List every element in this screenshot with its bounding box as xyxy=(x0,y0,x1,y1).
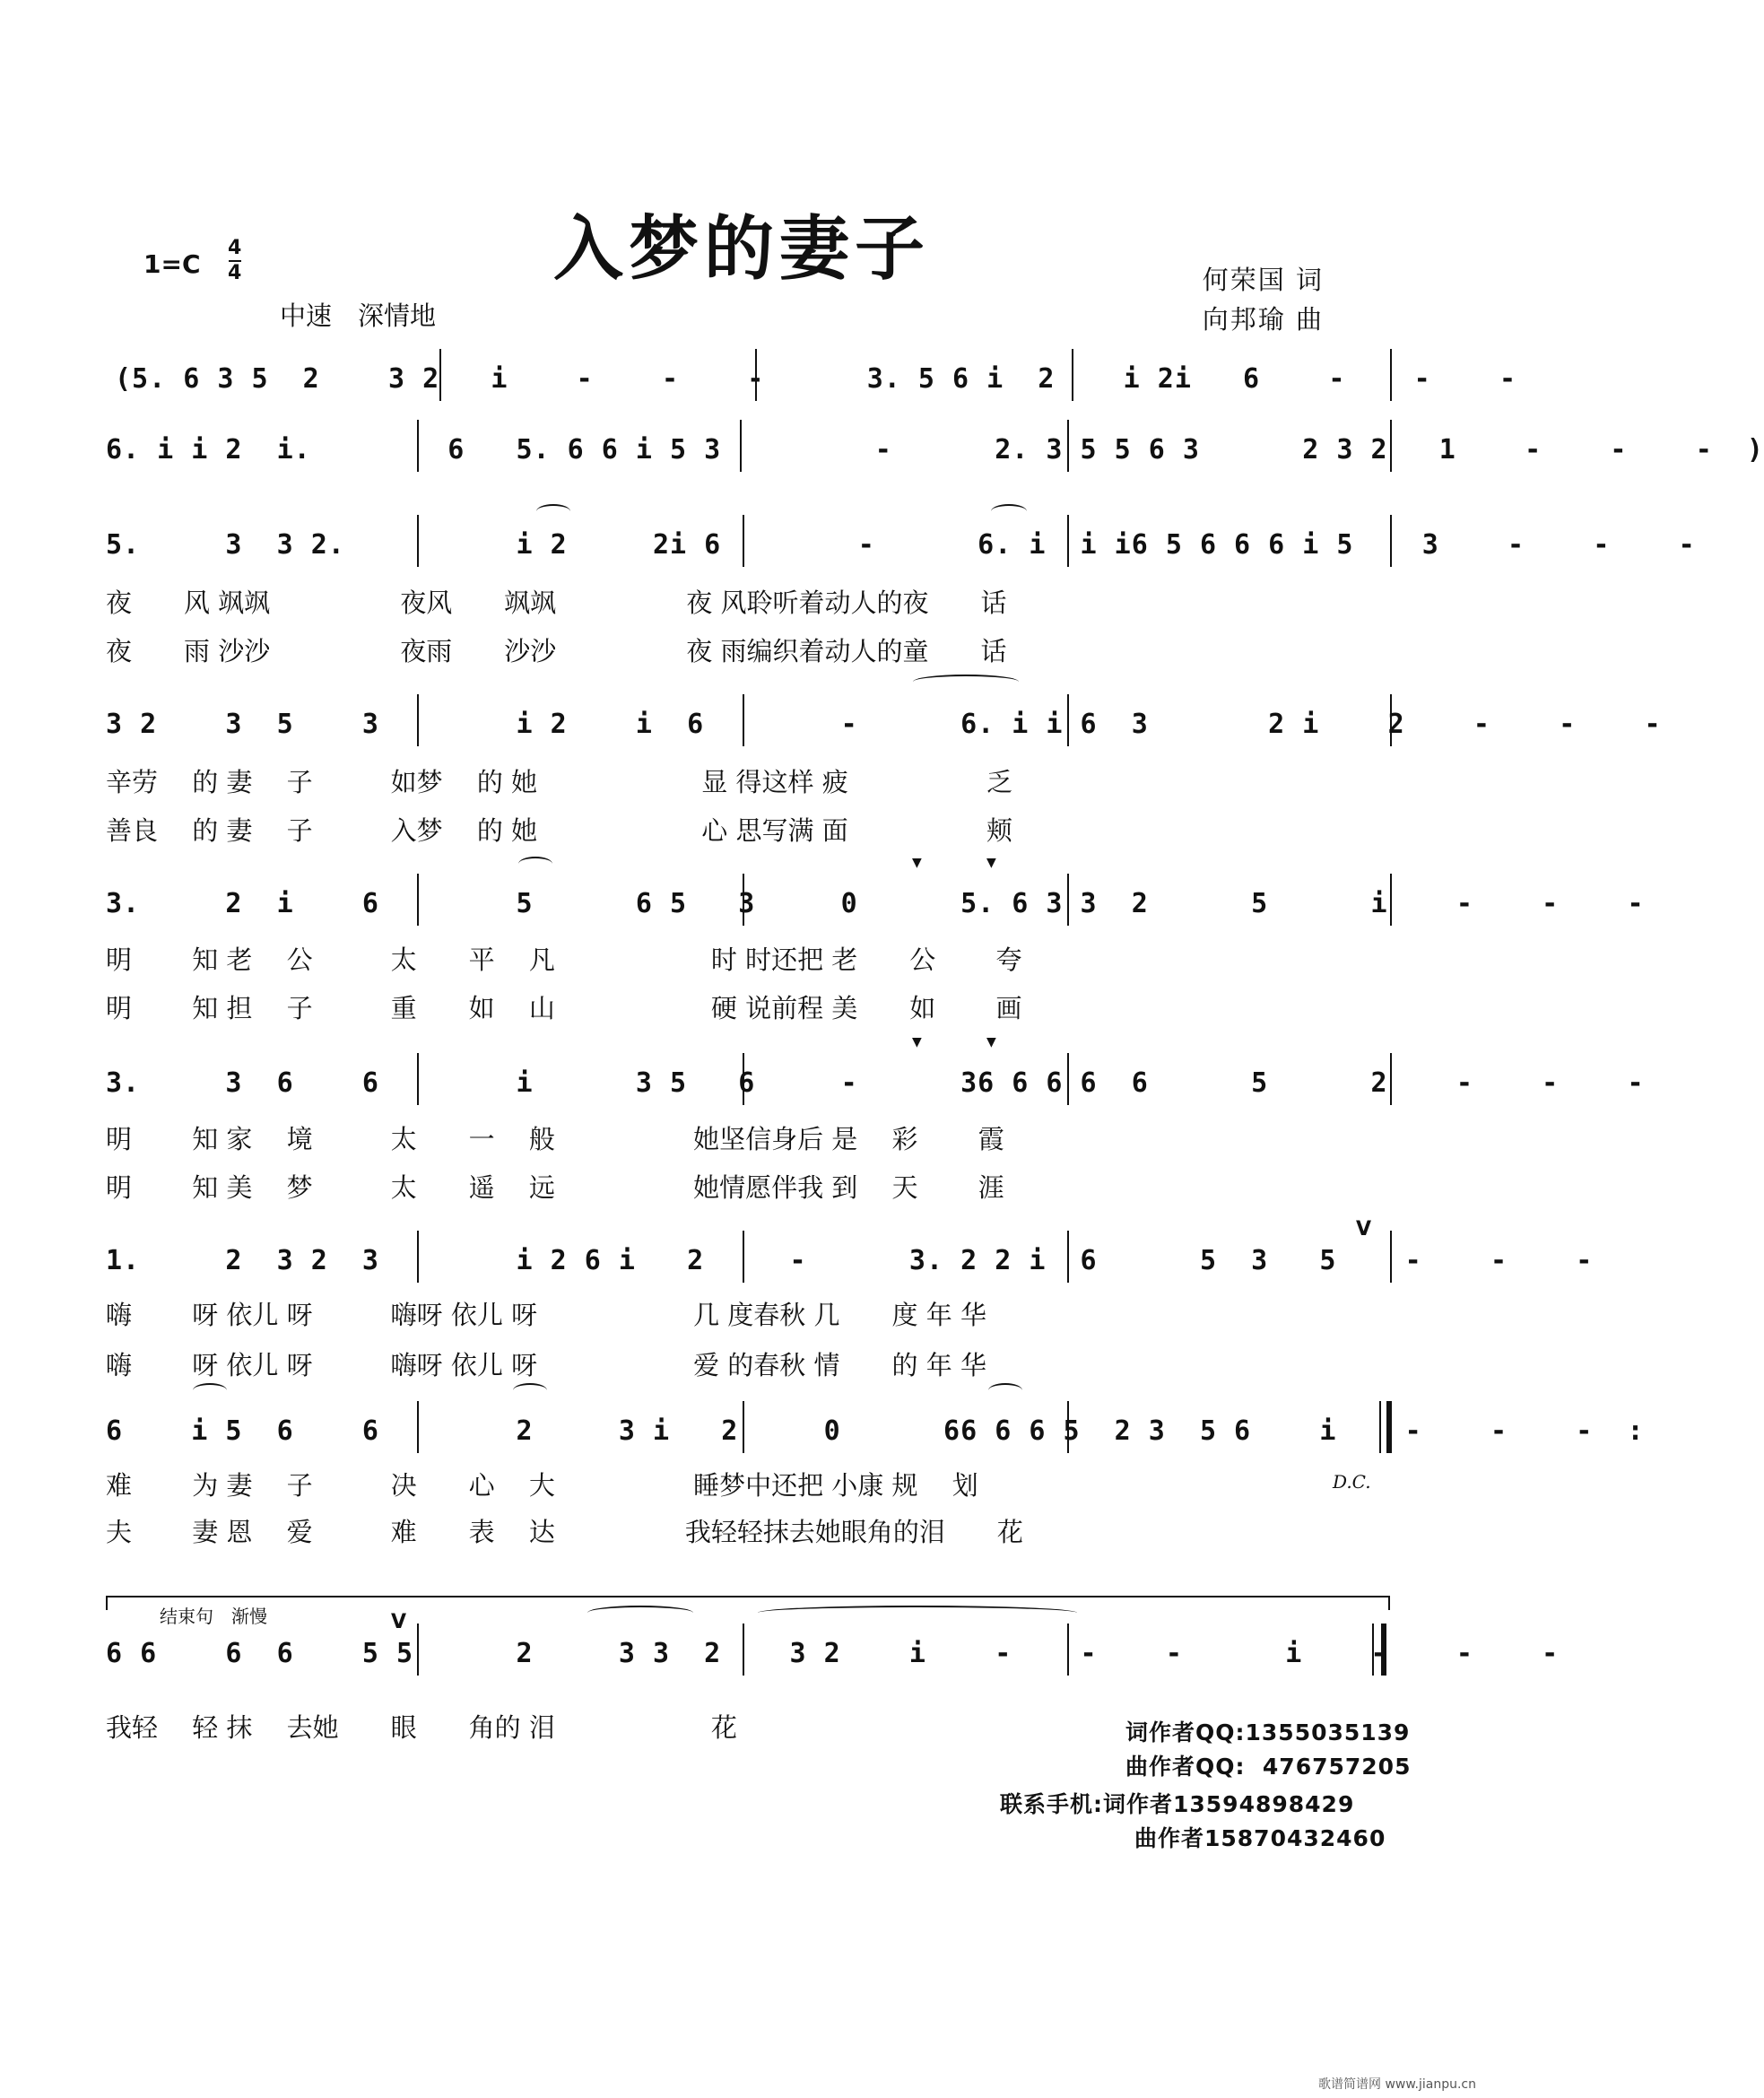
breath-mark: V xyxy=(391,1611,407,1633)
notation: 5. 3 3 2. i 2 2i 6 - 6. i i i6 5 6 6 6 i 5 3 - - - xyxy=(106,529,1696,561)
barline xyxy=(755,349,757,401)
notation: 3. 2 i 6 5 6 5 3 0 5. 6 3 3 2 5 i - - - xyxy=(106,888,1645,919)
barline xyxy=(1390,420,1392,472)
slur xyxy=(587,1606,693,1620)
slur xyxy=(513,1383,547,1397)
barline xyxy=(1067,874,1069,926)
accent-mark: ▼ xyxy=(912,1035,922,1049)
barline xyxy=(1390,349,1392,401)
barline xyxy=(1067,1053,1069,1105)
key-signature: 1=C xyxy=(143,249,201,279)
notation: 6 6 6 6 5 5 2 3 3 2 3 2 i - - - i - - - xyxy=(106,1638,1560,1669)
repeat-barline-thick xyxy=(1386,1401,1392,1453)
repeat-barline-thin xyxy=(1379,1401,1381,1453)
barline xyxy=(743,1401,744,1453)
composer-credit: 向邦瑜 曲 xyxy=(1202,304,1324,335)
accent-mark: ▼ xyxy=(912,856,922,870)
slur xyxy=(518,857,552,871)
barline xyxy=(1390,874,1392,926)
barline xyxy=(439,349,441,401)
lyric-verse-1: 难 为 妻 子 决 心 大 睡梦中还把 小康 规 划 xyxy=(106,1470,978,1501)
barline xyxy=(743,874,744,926)
ending-bracket xyxy=(106,1596,1390,1610)
lyricist-credit: 何荣国 词 xyxy=(1202,265,1324,295)
barline xyxy=(417,1231,419,1283)
barline xyxy=(743,1624,744,1676)
barline xyxy=(1067,1401,1069,1453)
accent-mark: ▼ xyxy=(986,1035,996,1049)
barline xyxy=(1067,694,1069,746)
barline xyxy=(1067,420,1069,472)
time-signature xyxy=(228,237,241,285)
barline xyxy=(1072,349,1073,401)
lyric-verse-1: 明 知 老 公 太 平 凡 时 时还把 老 公 夸 xyxy=(106,945,1022,975)
lyric-verse-2: 明 知 担 子 重 如 山 硬 说前程 美 如 画 xyxy=(106,993,1022,1023)
barline xyxy=(417,420,419,472)
barline xyxy=(417,874,419,926)
slur xyxy=(193,1383,227,1397)
lyric-verse-2: 善良 的 妻 子 入梦 的 她 心 思写满 面 颊 xyxy=(106,815,1012,846)
meter-top: 4 xyxy=(228,237,242,259)
meter-bottom: 4 xyxy=(228,262,242,284)
barline xyxy=(417,1624,419,1676)
accent-mark: ▼ xyxy=(986,856,996,870)
song-title: 入梦的妻子 xyxy=(552,208,930,290)
notation: 3. 3 6 6 i 3 5 6 - 36 6 6 6 6 5 2 - - - xyxy=(106,1067,1645,1099)
notation: (5. 6 3 5 2 3 2 i - - - 3. 5 6 i 2 i 2i 6 - - - xyxy=(115,363,1517,395)
composer-qq: 曲作者QQ: 476757205 xyxy=(1125,1754,1412,1780)
barline xyxy=(417,515,419,567)
barline xyxy=(743,694,744,746)
barline xyxy=(743,1053,744,1105)
notation: 1. 2 3 2 3 i 2 6 i 2 - 3. 2 2 i 6 5 3 5 - - - xyxy=(106,1245,1594,1276)
slur xyxy=(913,675,1019,689)
barline xyxy=(743,515,744,567)
barline xyxy=(417,1053,419,1105)
lyric-ending: 我轻 轻 抹 去她 眼 角的 泪 花 xyxy=(106,1712,737,1743)
notation: 3 2 3 5 3 i 2 i 6 - 6. i i 6 3 2 i 2 - - - xyxy=(106,709,1662,740)
barline xyxy=(1390,515,1392,567)
slur xyxy=(988,1383,1022,1397)
contact-phone-lyricist: 联系手机:词作者13594898429 xyxy=(1000,1791,1355,1817)
barline xyxy=(1390,694,1392,746)
barline xyxy=(1390,1231,1392,1283)
tempo-marking: 中速 深情地 xyxy=(280,300,437,331)
barline xyxy=(417,1401,419,1453)
lyric-verse-2: 明 知 美 梦 太 遥 远 她情愿伴我 到 天 涯 xyxy=(106,1172,1004,1203)
barline xyxy=(740,420,742,472)
slur xyxy=(536,504,570,518)
ending-label: 结束句 渐慢 xyxy=(160,1606,267,1627)
barline xyxy=(1067,1624,1069,1676)
lyric-verse-1: 辛劳 的 妻 子 如梦 的 她 显 得这样 疲 乏 xyxy=(106,767,1012,797)
lyric-verse-1: 嗨 呀 依儿 呀 嗨呀 依儿 呀 几 度春秋 几 度 年 华 xyxy=(106,1300,986,1330)
lyric-verse-2: 夫 妻 恩 爱 难 表 达 我轻轻抹去她眼角的泪 花 xyxy=(106,1517,1023,1547)
barline xyxy=(1067,1231,1069,1283)
barline xyxy=(1067,515,1069,567)
site-watermark: 歌谱简谱网 www.jianpu.cn xyxy=(1318,2077,1476,2092)
barline xyxy=(743,1231,744,1283)
breath-mark: V xyxy=(1356,1218,1372,1241)
lyric-verse-2: 嗨 呀 依儿 呀 嗨呀 依儿 呀 爱 的春秋 情 的 年 华 xyxy=(106,1350,986,1380)
final-barline-thick xyxy=(1381,1624,1386,1676)
slur xyxy=(991,504,1027,518)
slur xyxy=(758,1606,1077,1620)
contact-phone-composer: 曲作者15870432460 xyxy=(1134,1825,1386,1851)
da-capo-mark: D.C. xyxy=(1333,1471,1371,1493)
notation: 6. i i 2 i. 6 5. 6 6 i 5 3 - 2. 3 5 5 6 3 2 3 2 1 - - - ) xyxy=(106,434,1764,466)
barline xyxy=(1390,1053,1392,1105)
lyric-verse-1: 夜 风 飒飒 夜风 飒飒 夜 风聆听着动人的夜 话 xyxy=(106,588,1007,618)
lyric-verse-2: 夜 雨 沙沙 夜雨 沙沙 夜 雨编织着动人的童 话 xyxy=(106,636,1007,666)
notation: 6 i 5 6 6 2 3 i 2 0 66 6 6 5 2 3 5 6 i - - - : xyxy=(106,1415,1645,1447)
barline xyxy=(417,694,419,746)
lyric-verse-1: 明 知 家 境 太 一 般 她坚信身后 是 彩 霞 xyxy=(106,1124,1004,1154)
final-barline-thin xyxy=(1372,1624,1374,1676)
lyricist-qq: 词作者QQ:1355035139 xyxy=(1125,1719,1411,1745)
